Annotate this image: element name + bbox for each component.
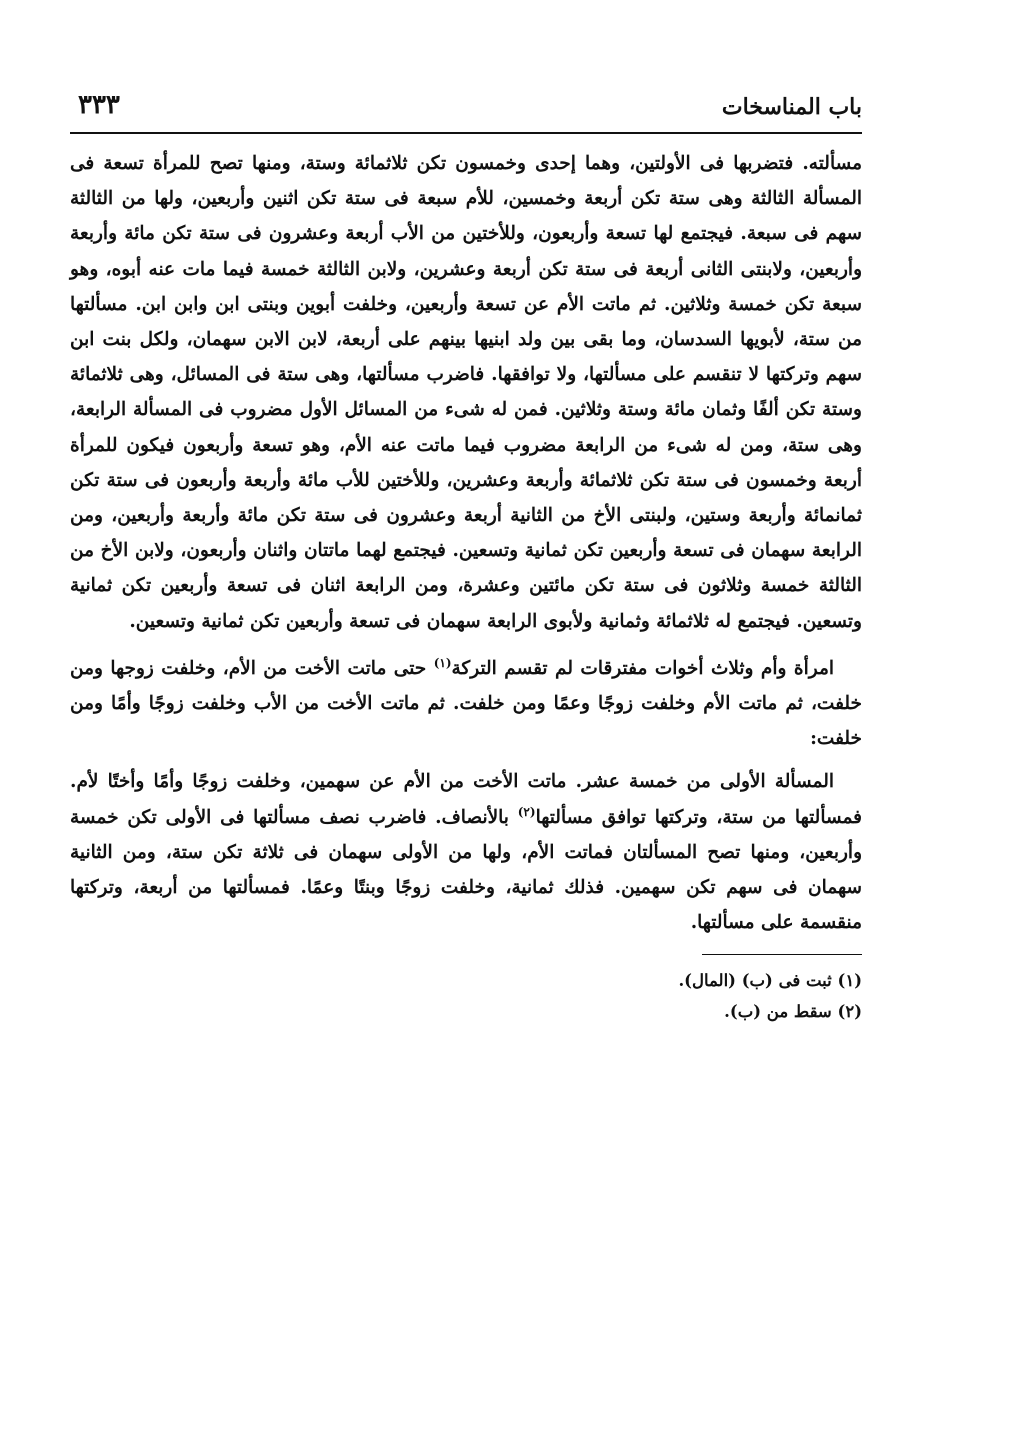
paragraph-2-text-a: امرأة وأم وثلاث أخوات مفترقات لم تقسم التركة <box>451 657 834 679</box>
footnote-2: (٢) سقط من (ب). <box>724 1002 862 1022</box>
book-page <box>70 88 862 1408</box>
footnotes <box>70 965 862 1027</box>
paragraph-3 <box>70 764 862 940</box>
footnote-separator <box>702 954 862 955</box>
paragraph-3-text-a: المسألة الأولى من خمسة عشر. ماتت الأخت من الأم عن سهمين، وخلفت زوجًا وأمًا وأختًا لأم. فمسألتها من ستة، وتركتها توافق مسألتها <box>70 771 862 828</box>
paragraph-1: مسألته. فتضربها فى الأولتين، وهما إحدى وخمسون تكن ثلاثمائة وستة، ومنها تصح للمرأة تسعة فى المسألة الثالثة وهى ستة تكن أربعة وخمسين، للأم سبعة فى ستة تكن اثنين وأربعين، ولها من الثالثة سهم فى سبعة. فيجتمع لها تسعة وأربعون، وللأختين من الأب أربعة وعشرون فى ستة تكن مائة وأربعة وأربعين، ولابنتى الثانى أربعة فى ستة تكن أربعة وعشرين، ولابن الثالثة خمسة فيما مات عنه أبوه، وهو سبعة تكن خمسة وثلاثين. ثم ماتت الأم عن تسعة وأربعين، وخلفت أبوين وبنتى ابن وابن ابن. مسألتها من ستة، لأبويها السدسان، وما بقى بين ولد ابنيها بينهم على أربعة، لابن الابن سهمان، ولكل بنت ابن سهم وتركتها لا تنقسم على مسألتها، ولا توافقها. فاضرب مسألتها، وهى ستة فى المسائل، وهى ثلاثمائة وستة تكن ألفًا وثمان مائة وستة وثلاثين. فمن له شىء من المسائل الأول مضروب فى المسألة الرابعة، وهى ستة، ومن له شىء من الرابعة مضروب فيما ماتت عنه الأم، وهو تسعة وأربعون فيكون للمرأة أربعة وخمسون فى ستة تكن ثلاثمائة وأربعة وعشرين، وللأختين للأب مائة وأربعة وأربعون فى ستة تكن ثمانمائة وأربعة وستين، ولبنتى الأخ من الثانية أربعة وعشرون فى ستة تكن مائة وأربعة وأربعين، ومن الرابعة سهمان فى تسعة وأربعين تكن ثمانية وتسعين. فيجتمع لهما ماتتان واثنان وأربعون، ولابن الأخ من الثالثة خمسة وثلاثون فى ستة تكن مائتين وعشرة، ومن الرابعة اثنان فى تسعة وأربعين تكن ثمانية وتسعين. فيجتمع له ثلاثمائة وثمانية ولأبوى الرابعة سهمان فى تسعة وأربعين تكن ثمانية وتسعين. <box>70 153 862 632</box>
page-header <box>70 88 862 134</box>
paragraph-2-text-b: حتى ماتت الأخت من الأم، وخلفت زوجها ومن خلفت، ثم ماتت الأم وخلفت زوجًا وعمًا ومن خلفت. ثم ماتت الأخت من الأب وخلفت زوجًا وأمًا ومن خلفت: <box>70 657 862 750</box>
footnote-1: (١) ثبت فى (ب) (المال). <box>678 971 862 991</box>
page-number: ٣٣٣ <box>78 90 120 120</box>
main-text <box>70 146 862 940</box>
chapter-title: باب المناسخات <box>721 94 862 120</box>
header-rule <box>70 132 862 134</box>
footnote-ref-1: (١) <box>433 655 452 670</box>
paragraph-3-text-b: بالأنصاف. فاضرب نصف مسألتها فى الأولى تكن خمسة وأربعين، ومنها تصح المسألتان فماتت الأم، ولها من الأولى سهمان فى ثلاثة تكن ستة، ومن الثانية سهمان فى سهم تكن سهمين. فذلك ثمانية، وخلفت زوجًا وبنتًا وعمًا. فمسألتها من أربعة، وتركتها منقسمة على مسألتها. <box>70 806 862 934</box>
paragraph-2 <box>70 651 862 757</box>
footnote-ref-2: (٢) <box>517 804 536 819</box>
